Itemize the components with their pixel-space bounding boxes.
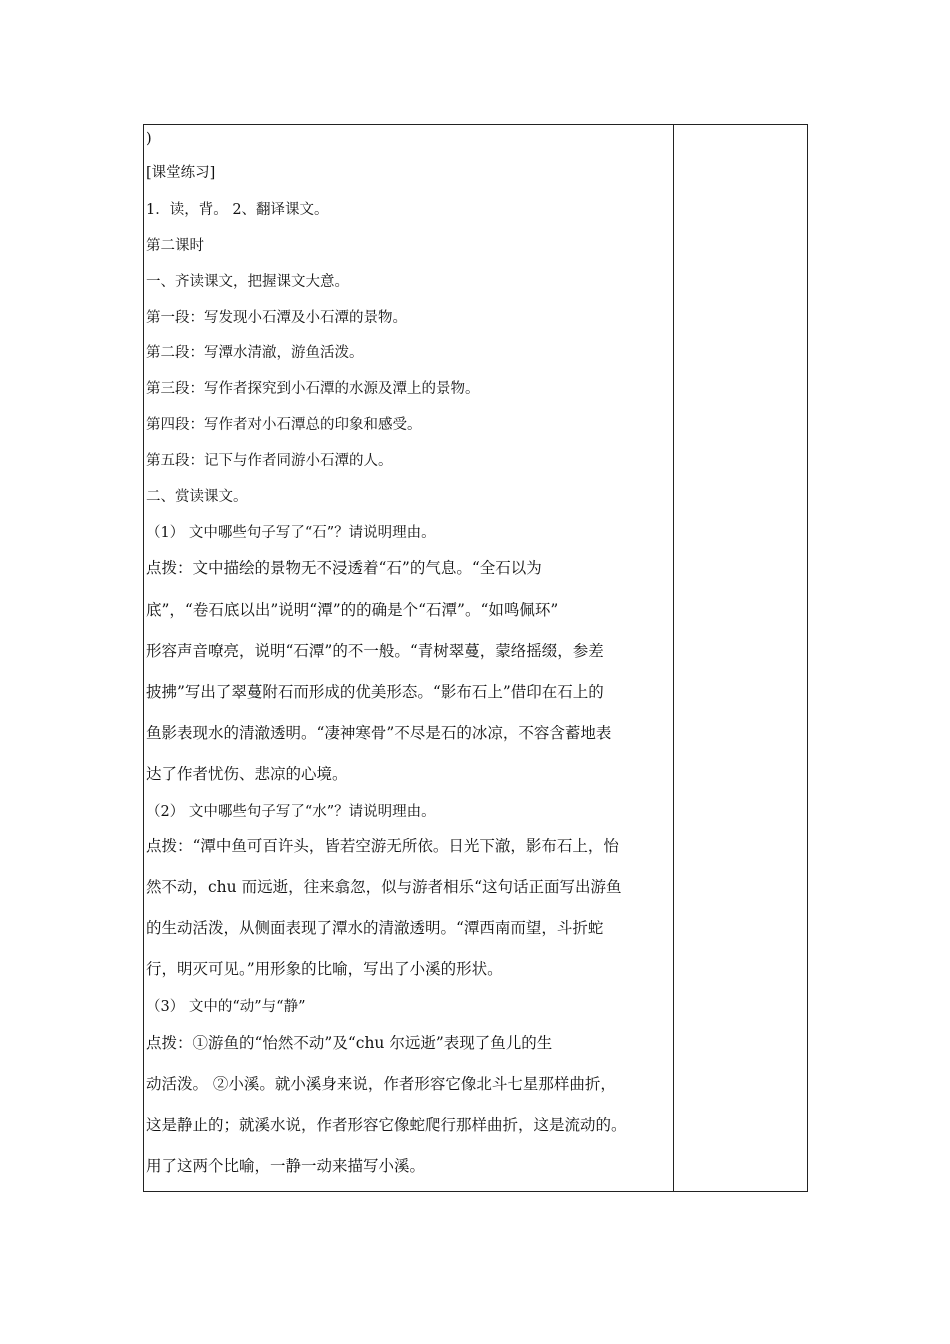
text-line: 披拂”写出了翠蔓附石而形成的优美形态。“影布石上”借印在石上的 (146, 683, 604, 701)
text-line: 1．读，背。 2、翻译课文。 (146, 202, 329, 218)
text-line: 点拨：“潭中鱼可百许头，皆若空游无所依。日光下澈，影布石上，怡 (146, 837, 619, 855)
text-line: 的生动活泼，从侧面表现了潭水的清澈透明。“潭西南而望，斗折蛇 (146, 919, 604, 937)
text-line: 第五段：记下与作者同游小石潭的人。 (146, 453, 393, 469)
text-line: （2） 文中哪些句子写了“水”？请说明理由。 (146, 804, 436, 820)
text-line: 点拨：文中描绘的景物无不浸透着“石”的气息。“全石以为 (146, 559, 542, 577)
text-line: 点拨：①游鱼的“怡然不动”及“chu 尔远逝”表现了鱼儿的生 (146, 1034, 553, 1052)
text-line: 形容声音嘹亮，说明“石潭”的不一般。“青树翠蔓，蒙络摇缀，参差 (146, 642, 604, 660)
text-line: 底”，“卷石底以出”说明“潭”的的确是个“石潭”。“如鸣佩环” (146, 601, 559, 619)
text-line: 第四段：写作者对小石潭总的印象和感受。 (146, 417, 422, 433)
text-line: 第二段：写潭水清澈，游鱼活泼。 (146, 345, 364, 361)
text-line: 动活泼。 ②小溪。就小溪身来说，作者形容它像北斗七星那样曲折， (146, 1075, 616, 1093)
text-line: 第一段：写发现小石潭及小石潭的景物。 (146, 310, 407, 326)
text-line: 达了作者忧伤、悲凉的心境。 (146, 765, 348, 783)
text-line: 二、赏读课文。 (146, 489, 248, 505)
text-line: 第三段：写作者探究到小石潭的水源及潭上的景物。 (146, 381, 480, 397)
text-line: （1） 文中哪些句子写了“石”？请说明理由。 (146, 525, 436, 541)
text-line: ) (146, 131, 152, 147)
lesson-table (143, 124, 808, 1192)
content-cell (144, 125, 673, 1191)
text-line: 然不动，chu 而远逝，往来翕忽，似与游者相乐“这句话正面写出游鱼 (146, 878, 622, 896)
notes-cell (674, 125, 807, 1191)
text-line: 一、齐读课文，把握课文大意。 (146, 274, 349, 290)
text-line: 鱼影表现水的清澈透明。“凄神寒骨”不尽是石的冰凉，不容含蓄地表 (146, 724, 612, 742)
text-line: [课堂练习] (146, 165, 216, 181)
text-line: （3） 文中的“动”与“静” (146, 999, 306, 1015)
text-line: 用了这两个比喻，一静一动来描写小溪。 (146, 1157, 426, 1175)
text-line: 行，明灭可见。”用形象的比喻，写出了小溪的形状。 (146, 960, 503, 978)
text-line: 第二课时 (146, 238, 204, 254)
text-line: 这是静止的；就溪水说，作者形容它像蛇爬行那样曲折，这是流动的。 (146, 1116, 627, 1134)
